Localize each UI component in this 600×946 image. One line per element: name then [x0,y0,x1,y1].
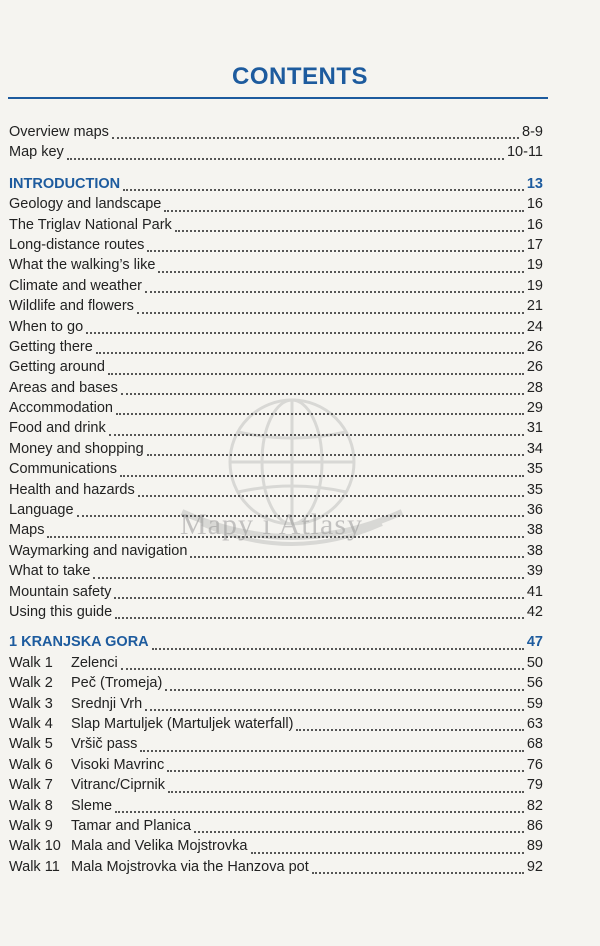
walk-entry [9,675,543,695]
section-heading-introduction [9,176,543,196]
entry-page: 34 [526,440,543,457]
dot-leader [296,729,523,731]
entry-title: Overview maps [9,124,109,140]
walk-entry [9,696,543,716]
toc-entry [9,380,543,400]
entry-page: 35 [526,461,543,478]
entry-page: 42 [526,603,543,620]
toc-entry [9,563,543,583]
walk-number: Walk 11 [9,858,60,875]
dot-leader [137,312,524,314]
toc-entry [9,482,543,502]
walk-entries [9,655,543,879]
dot-leader [115,811,524,813]
toc-entry [9,420,543,440]
dot-leader [109,434,524,436]
entry-page: 19 [526,277,543,294]
entry-page: 41 [526,583,543,600]
walk-number: Walk 9 [9,817,53,834]
walk-entry [9,798,543,818]
walk-number: Walk 7 [9,777,53,794]
entry-page: 10-11 [506,144,543,161]
walk-entry [9,736,543,756]
entry-page: 63 [526,715,543,732]
entry-title: Geology and landscape [9,196,162,213]
entry-title: Tamar and Planica [71,817,192,834]
entry-page: 39 [526,563,543,580]
toc-entry [9,400,543,420]
walk-number: Walk 8 [9,797,53,814]
toc-entry [9,144,543,164]
dot-leader [121,668,524,670]
toc-entry [9,461,543,481]
entry-page: 59 [526,695,543,712]
dot-leader [165,689,524,691]
dot-leader [112,137,519,139]
dot-leader [138,495,524,497]
entry-page: 38 [526,522,543,539]
walk-entry [9,818,543,838]
entry-title: The Triglav National Park [9,216,172,233]
entry-title: When to go [9,318,84,335]
walk-number: Walk 5 [9,736,53,753]
dot-leader [167,770,524,772]
dot-leader [190,556,523,558]
entry-page: 8-9 [522,124,543,140]
walk-number: Walk 4 [9,715,53,732]
entry-title: Areas and bases [9,379,118,396]
entry-title: Getting there [9,338,93,355]
dot-leader [77,515,524,517]
section-heading-kranjska-gora [9,634,543,654]
dot-leader [67,158,504,160]
page-title: CONTENTS [232,63,368,90]
entry-page: 56 [526,675,543,692]
entry-title: Zelenci [71,654,118,671]
dot-leader [194,831,524,833]
entry-page: 79 [526,777,543,794]
entry-title: Climate and weather [9,277,142,294]
dot-leader [152,648,524,650]
entry-page: 26 [526,338,543,355]
toc-entry [9,339,543,359]
dot-leader [312,872,524,874]
section-page: 47 [526,634,543,651]
dot-leader [121,393,524,395]
entry-page: 28 [526,379,543,396]
dot-leader [145,291,524,293]
dot-leader [86,332,524,334]
entry-title: Money and shopping [9,440,144,457]
entry-title: Health and hazards [9,481,135,498]
dot-leader [158,271,523,273]
walk-entry [9,716,543,736]
entry-title: Vršič pass [71,736,138,753]
dot-leader [47,536,523,538]
section-title: 1 KRANJSKA GORA [9,634,149,651]
entry-page: 26 [526,359,543,376]
toc-entry [9,237,543,257]
toc-entry [9,217,543,237]
dot-leader [96,352,524,354]
dot-leader [108,373,524,375]
walk-number: Walk 6 [9,756,53,773]
entry-title: What the walking’s like [9,257,156,274]
watermark-text: Mapy i Atlasy [180,508,363,541]
entry-title: Waymarking and navigation [9,542,188,559]
toc-list [9,124,543,879]
toc-entry [9,196,543,216]
toc-entry [9,359,543,379]
walk-number: Walk 10 [9,838,61,855]
entry-page: 76 [526,756,543,773]
walk-number: Walk 3 [9,695,53,712]
toc-entry [9,257,543,277]
walk-entry [9,777,543,797]
dot-leader [168,791,524,793]
entry-title: What to take [9,563,91,580]
entry-title: Getting around [9,359,105,376]
section-page: 13 [526,175,543,192]
entry-title: Language [9,502,74,519]
entry-page: 31 [526,420,543,437]
entry-page: 16 [526,196,543,213]
toc-entry [9,522,543,542]
entry-title: Mala Mojstrovka via the Hanzova pot [71,858,309,875]
entry-title: Using this guide [9,603,113,620]
dot-leader [251,852,524,854]
dot-leader [120,475,524,477]
entry-title: Maps [9,522,45,539]
entry-page: 21 [526,298,543,315]
toc-entry [9,124,543,144]
entry-title: Mountain safety [9,583,112,600]
entry-page: 24 [526,318,543,335]
walk-number: Walk 1 [9,654,53,671]
entry-page: 36 [526,502,543,519]
entry-page: 29 [526,400,543,417]
entry-title: Slap Martuljek (Martuljek waterfall) [71,715,294,732]
dot-leader [114,597,523,599]
dot-leader [164,210,523,212]
entry-page: 86 [526,817,543,834]
toc-entry [9,543,543,563]
toc-entry [9,278,543,298]
toc-entry [9,319,543,339]
dot-leader [145,709,524,711]
toc-entry [9,298,543,318]
dot-leader [116,413,524,415]
entry-title: Wildlife and flowers [9,298,134,315]
entry-page: 19 [526,257,543,274]
entry-title: Peč (Tromeja) [71,675,163,692]
introduction-entries [9,196,543,624]
entry-title: Visoki Mavrinc [71,756,165,773]
entry-page: 82 [526,797,543,814]
entry-title: Long-distance routes [9,236,145,253]
entry-page: 92 [526,858,543,875]
walk-entry [9,757,543,777]
entry-page: 50 [526,654,543,671]
entry-title: Food and drink [9,420,106,437]
entry-page: 17 [526,236,543,253]
walk-entry [9,838,543,858]
entry-page: 35 [526,481,543,498]
dot-leader [115,617,524,619]
title-rule [8,97,548,99]
dot-leader [93,577,523,579]
dot-leader [147,454,524,456]
entry-title: Communications [9,461,117,478]
dot-leader [175,230,524,232]
entry-title: Accommodation [9,400,113,417]
entry-title: Map key [9,144,64,161]
entry-title: Mala and Velika Mojstrovka [71,838,248,855]
section-title: INTRODUCTION [9,175,121,192]
entry-title: Srednji Vrh [71,695,143,712]
entry-page: 89 [526,838,543,855]
walk-number: Walk 2 [9,675,53,692]
toc-entry [9,604,543,624]
toc-entry [9,441,543,461]
entry-title: Sleme [71,797,113,814]
dot-leader [140,750,524,752]
dot-leader [147,250,523,252]
dot-leader [123,189,524,191]
entry-title: Vitranc/Ciprnik [71,777,166,794]
toc-entry [9,584,543,604]
toc-entry [9,502,543,522]
entry-page: 16 [526,216,543,233]
walk-entry [9,655,543,675]
group-maps [9,124,543,165]
entry-page: 68 [526,736,543,753]
walk-entry [9,859,543,879]
entry-page: 38 [526,542,543,559]
